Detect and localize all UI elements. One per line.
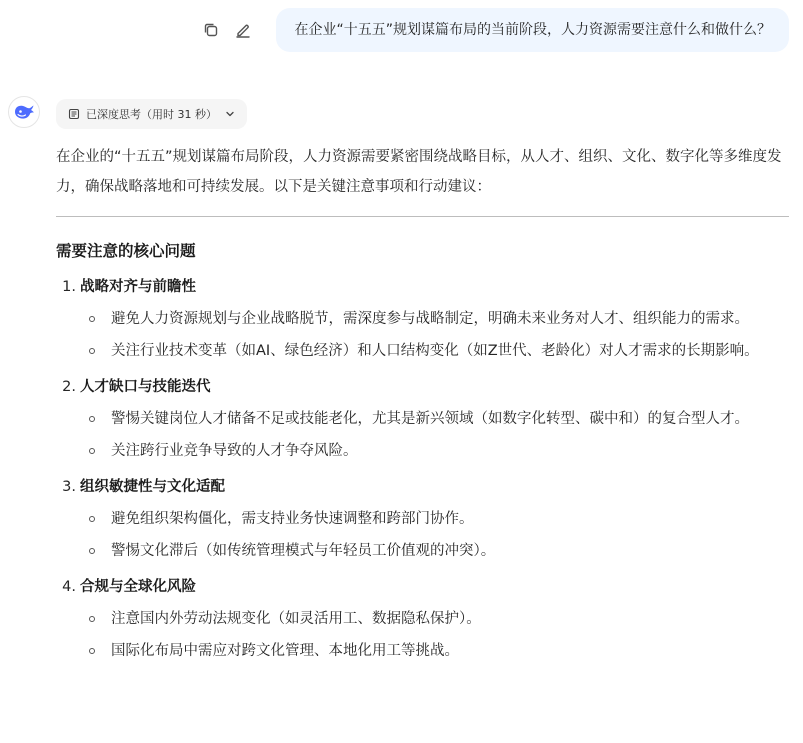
sub-list-item-text: 国际化布局中需应对跨文化管理、本地化用工等挑战。 bbox=[111, 643, 459, 659]
bullet-circle-icon bbox=[89, 336, 99, 366]
sub-list-item-text: 避免人力资源规划与企业战略脱节，需深度参与战略制定，明确未来业务对人才、组织能力的需求。 bbox=[111, 311, 749, 327]
bullet-circle-icon bbox=[89, 636, 99, 666]
list-item bbox=[56, 472, 792, 566]
divider bbox=[56, 216, 789, 217]
deep-think-label: 已深度思考（用时 31 秒） bbox=[86, 108, 217, 121]
list-item bbox=[56, 372, 792, 466]
bullet-circle-icon bbox=[89, 304, 99, 334]
edit-pencil-icon[interactable] bbox=[230, 17, 256, 43]
list-item-number: 2. bbox=[62, 379, 76, 395]
sub-list-item bbox=[56, 404, 792, 434]
user-message-bubble: 在企业“十五五”规划谋篇布局的当前阶段，人力资源需要注意什么和做什么？ bbox=[276, 8, 789, 52]
list-item-title: 人才缺口与技能迭代 bbox=[80, 379, 211, 395]
deep-think-toggle[interactable] bbox=[56, 99, 247, 129]
user-message-row bbox=[198, 8, 789, 52]
bullet-circle-icon bbox=[89, 604, 99, 634]
sub-list-item-text: 注意国内外劳动法规变化（如灵活用工、数据隐私保护）。 bbox=[111, 611, 481, 627]
assistant-answer bbox=[56, 142, 792, 666]
whale-logo-icon bbox=[8, 96, 40, 128]
answer-intro: 在企业的“十五五”规划谋篇布局阶段，人力资源需要紧密围绕战略目标，从人才、组织、文化、数字化等多维度发力，确保战略落地和可持续发展。以下是关键注意事项和行动建议： bbox=[56, 149, 782, 195]
list-item bbox=[56, 572, 792, 666]
bullet-circle-icon bbox=[89, 504, 99, 534]
sub-list-item bbox=[56, 304, 792, 334]
sub-list-item bbox=[56, 536, 792, 566]
bullet-circle-icon bbox=[89, 404, 99, 434]
sub-list-item-text: 警惕文化滞后（如传统管理模式与年轻员工价值观的冲突）。 bbox=[111, 543, 496, 559]
list-item-title: 合规与全球化风险 bbox=[80, 579, 196, 595]
sub-list-item bbox=[56, 604, 792, 634]
sub-list-item bbox=[56, 336, 792, 366]
list-item-number: 4. bbox=[62, 579, 76, 595]
section-title: 需要注意的核心问题 bbox=[56, 242, 196, 260]
chevron-down-icon bbox=[225, 109, 235, 119]
list-item-number: 1. bbox=[62, 279, 76, 295]
sub-list-item bbox=[56, 504, 792, 534]
sub-list-item bbox=[56, 436, 792, 466]
sub-list-item-text: 警惕关键岗位人才储备不足或技能老化，尤其是新兴领域（如数字化转型、碳中和）的复合型人才。 bbox=[111, 411, 749, 427]
bullet-circle-icon bbox=[89, 536, 99, 566]
list-item-title: 组织敏捷性与文化适配 bbox=[80, 479, 225, 495]
list-item bbox=[56, 272, 792, 366]
think-icon bbox=[68, 108, 80, 120]
copy-icon[interactable] bbox=[198, 17, 224, 43]
sub-list-item-text: 关注跨行业竞争导致的人才争夺风险。 bbox=[111, 443, 358, 459]
list-item-number: 3. bbox=[62, 479, 76, 495]
sub-list-item bbox=[56, 636, 792, 666]
bullet-circle-icon bbox=[89, 436, 99, 466]
list-item-title: 战略对齐与前瞻性 bbox=[80, 279, 196, 295]
sub-list-item-text: 关注行业技术变革（如AI、绿色经济）和人口结构变化（如Z世代、老龄化）对人才需求的长期影响。 bbox=[111, 343, 759, 359]
sub-list-item-text: 避免组织架构僵化，需支持业务快速调整和跨部门协作。 bbox=[111, 511, 474, 527]
